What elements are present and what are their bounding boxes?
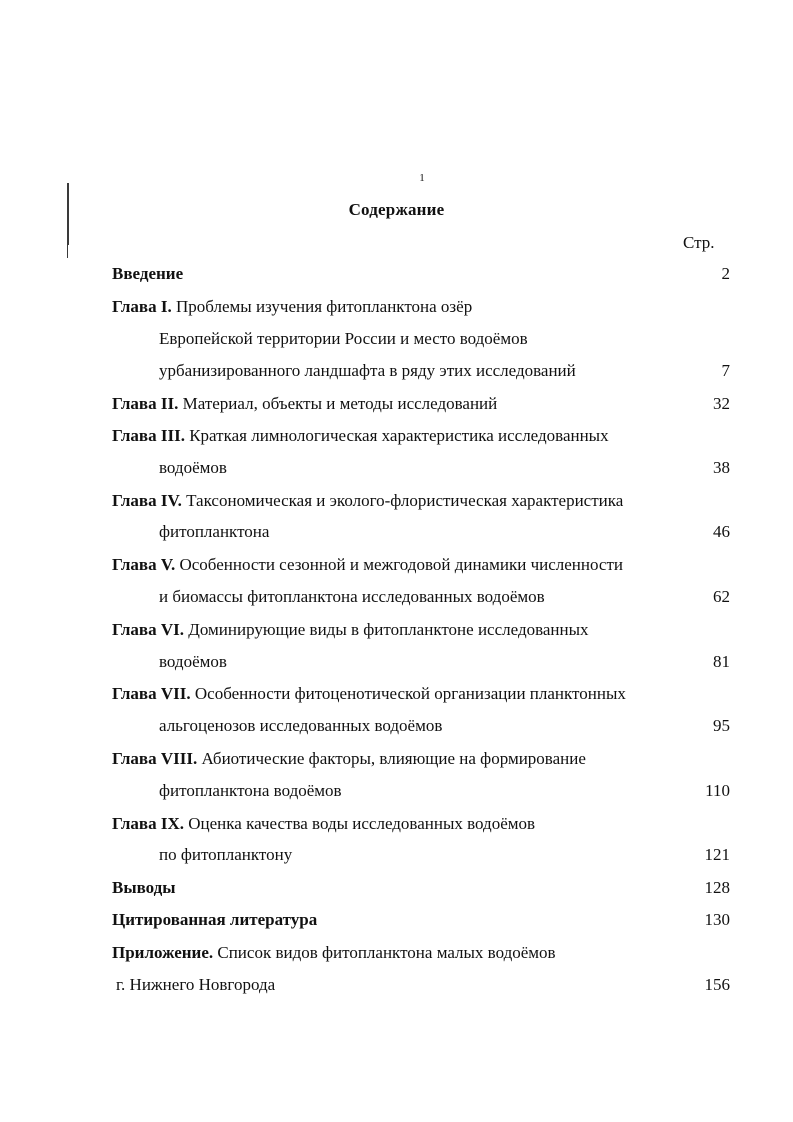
toc-entry-chapter-3-cont (0, 457, 793, 479)
toc-entry-chapter-1-cont (0, 328, 793, 350)
entry-label: Приложение. (112, 943, 214, 962)
toc-entry-chapter-8[interactable] (0, 748, 793, 770)
entry-label: Глава VIII. (112, 749, 198, 768)
entry-text: и биомассы фитопланктона исследованных водоёмов (159, 587, 545, 606)
entry-page: 38 (713, 458, 730, 477)
toc-entry-chapter-9-cont (0, 844, 793, 866)
entry-text: г. Нижнего Новгорода (116, 975, 276, 994)
toc-entry-chapter-5[interactable] (0, 554, 793, 576)
entry-page: 95 (713, 716, 730, 735)
entry-text: Список видов фитопланктона малых водоёмов (217, 943, 556, 962)
entry-page: 81 (713, 652, 730, 671)
entry-text: Европейской территории России и место водоёмов (159, 329, 528, 348)
toc-entry-chapter-8-cont (0, 780, 793, 802)
toc-entry-appendix-cont (0, 974, 793, 996)
entry-page: 2 (721, 264, 730, 283)
page-column-label: Стр. (683, 233, 715, 252)
toc-entry-chapter-7-cont (0, 715, 793, 737)
entry-page: 156 (704, 975, 730, 994)
entry-page: 32 (713, 394, 730, 413)
entry-text: урбанизированного ландшафта в ряду этих исследований (159, 361, 576, 380)
entry-text: Таксономическая и эколого-флористическая характеристика (186, 491, 624, 510)
entry-page: 110 (705, 781, 730, 800)
entry-text: Проблемы изучения фитопланктона озёр (175, 297, 473, 316)
toc-entry-chapter-4[interactable] (0, 490, 793, 512)
toc-entry-chapter-7[interactable] (0, 683, 793, 705)
toc-entry-chapter-3[interactable] (0, 425, 793, 447)
entry-text: Материал, объекты и методы исследований (182, 394, 498, 413)
entry-text: Краткая лимнологическая характеристика исследованных (189, 426, 609, 445)
toc-entry-introduction[interactable] (0, 263, 793, 285)
toc-entry-conclusions[interactable] (0, 877, 793, 899)
entry-text: Оценка качества воды исследованных водоёмов (188, 814, 536, 833)
entry-page: 62 (713, 587, 730, 606)
entry-label: Глава III. (112, 426, 185, 445)
entry-text: водоёмов (159, 458, 227, 477)
entry-page: 46 (713, 522, 730, 541)
toc-entry-chapter-1[interactable] (0, 296, 793, 318)
entry-label: Выводы (112, 878, 176, 897)
toc-entry-chapter-1-cont (0, 360, 793, 382)
entry-text: Доминирующие виды в фитопланктоне исследованных (188, 620, 589, 639)
scan-margin-line-short (67, 241, 68, 258)
entry-label: Глава VII. (112, 684, 191, 703)
toc-entry-references[interactable] (0, 909, 793, 931)
entry-label: Глава IX. (112, 814, 185, 833)
toc-entry-chapter-5-cont (0, 586, 793, 608)
toc-entry-chapter-4-cont (0, 521, 793, 543)
entry-text: Абиотические факторы, влияющие на формирование (201, 749, 586, 768)
toc-entry-chapter-2[interactable] (0, 393, 793, 415)
entry-label: Цитированная литература (112, 910, 318, 929)
entry-label: Глава II. (112, 394, 179, 413)
entry-page: 130 (704, 910, 730, 929)
entry-text: альгоценозов исследованных водоёмов (159, 716, 443, 735)
entry-label: Глава VI. (112, 620, 185, 639)
entry-label: Глава V. (112, 555, 176, 574)
toc-entry-chapter-6[interactable] (0, 619, 793, 641)
entry-page: 7 (721, 361, 730, 380)
entry-text: по фитопланктону (159, 845, 293, 864)
entry-label: Глава IV. (112, 491, 182, 510)
page-number: 1 (419, 172, 425, 184)
entry-label: Введение (112, 264, 184, 283)
entry-text: Особенности фитоценотической организации планктонных (194, 684, 626, 703)
entry-page: 121 (704, 845, 730, 864)
toc-entry-chapter-9[interactable] (0, 813, 793, 835)
entry-text: фитопланктона водоёмов (159, 781, 342, 800)
entry-text: фитопланктона (159, 522, 270, 541)
toc-entry-chapter-6-cont (0, 651, 793, 673)
entry-page: 128 (704, 878, 730, 897)
entry-label: Глава I. (112, 297, 172, 316)
page-title: Содержание (348, 200, 445, 219)
toc-entry-appendix[interactable] (0, 942, 793, 964)
entry-text: Особенности сезонной и межгодовой динамики численности (179, 555, 623, 574)
entry-text: водоёмов (159, 652, 227, 671)
